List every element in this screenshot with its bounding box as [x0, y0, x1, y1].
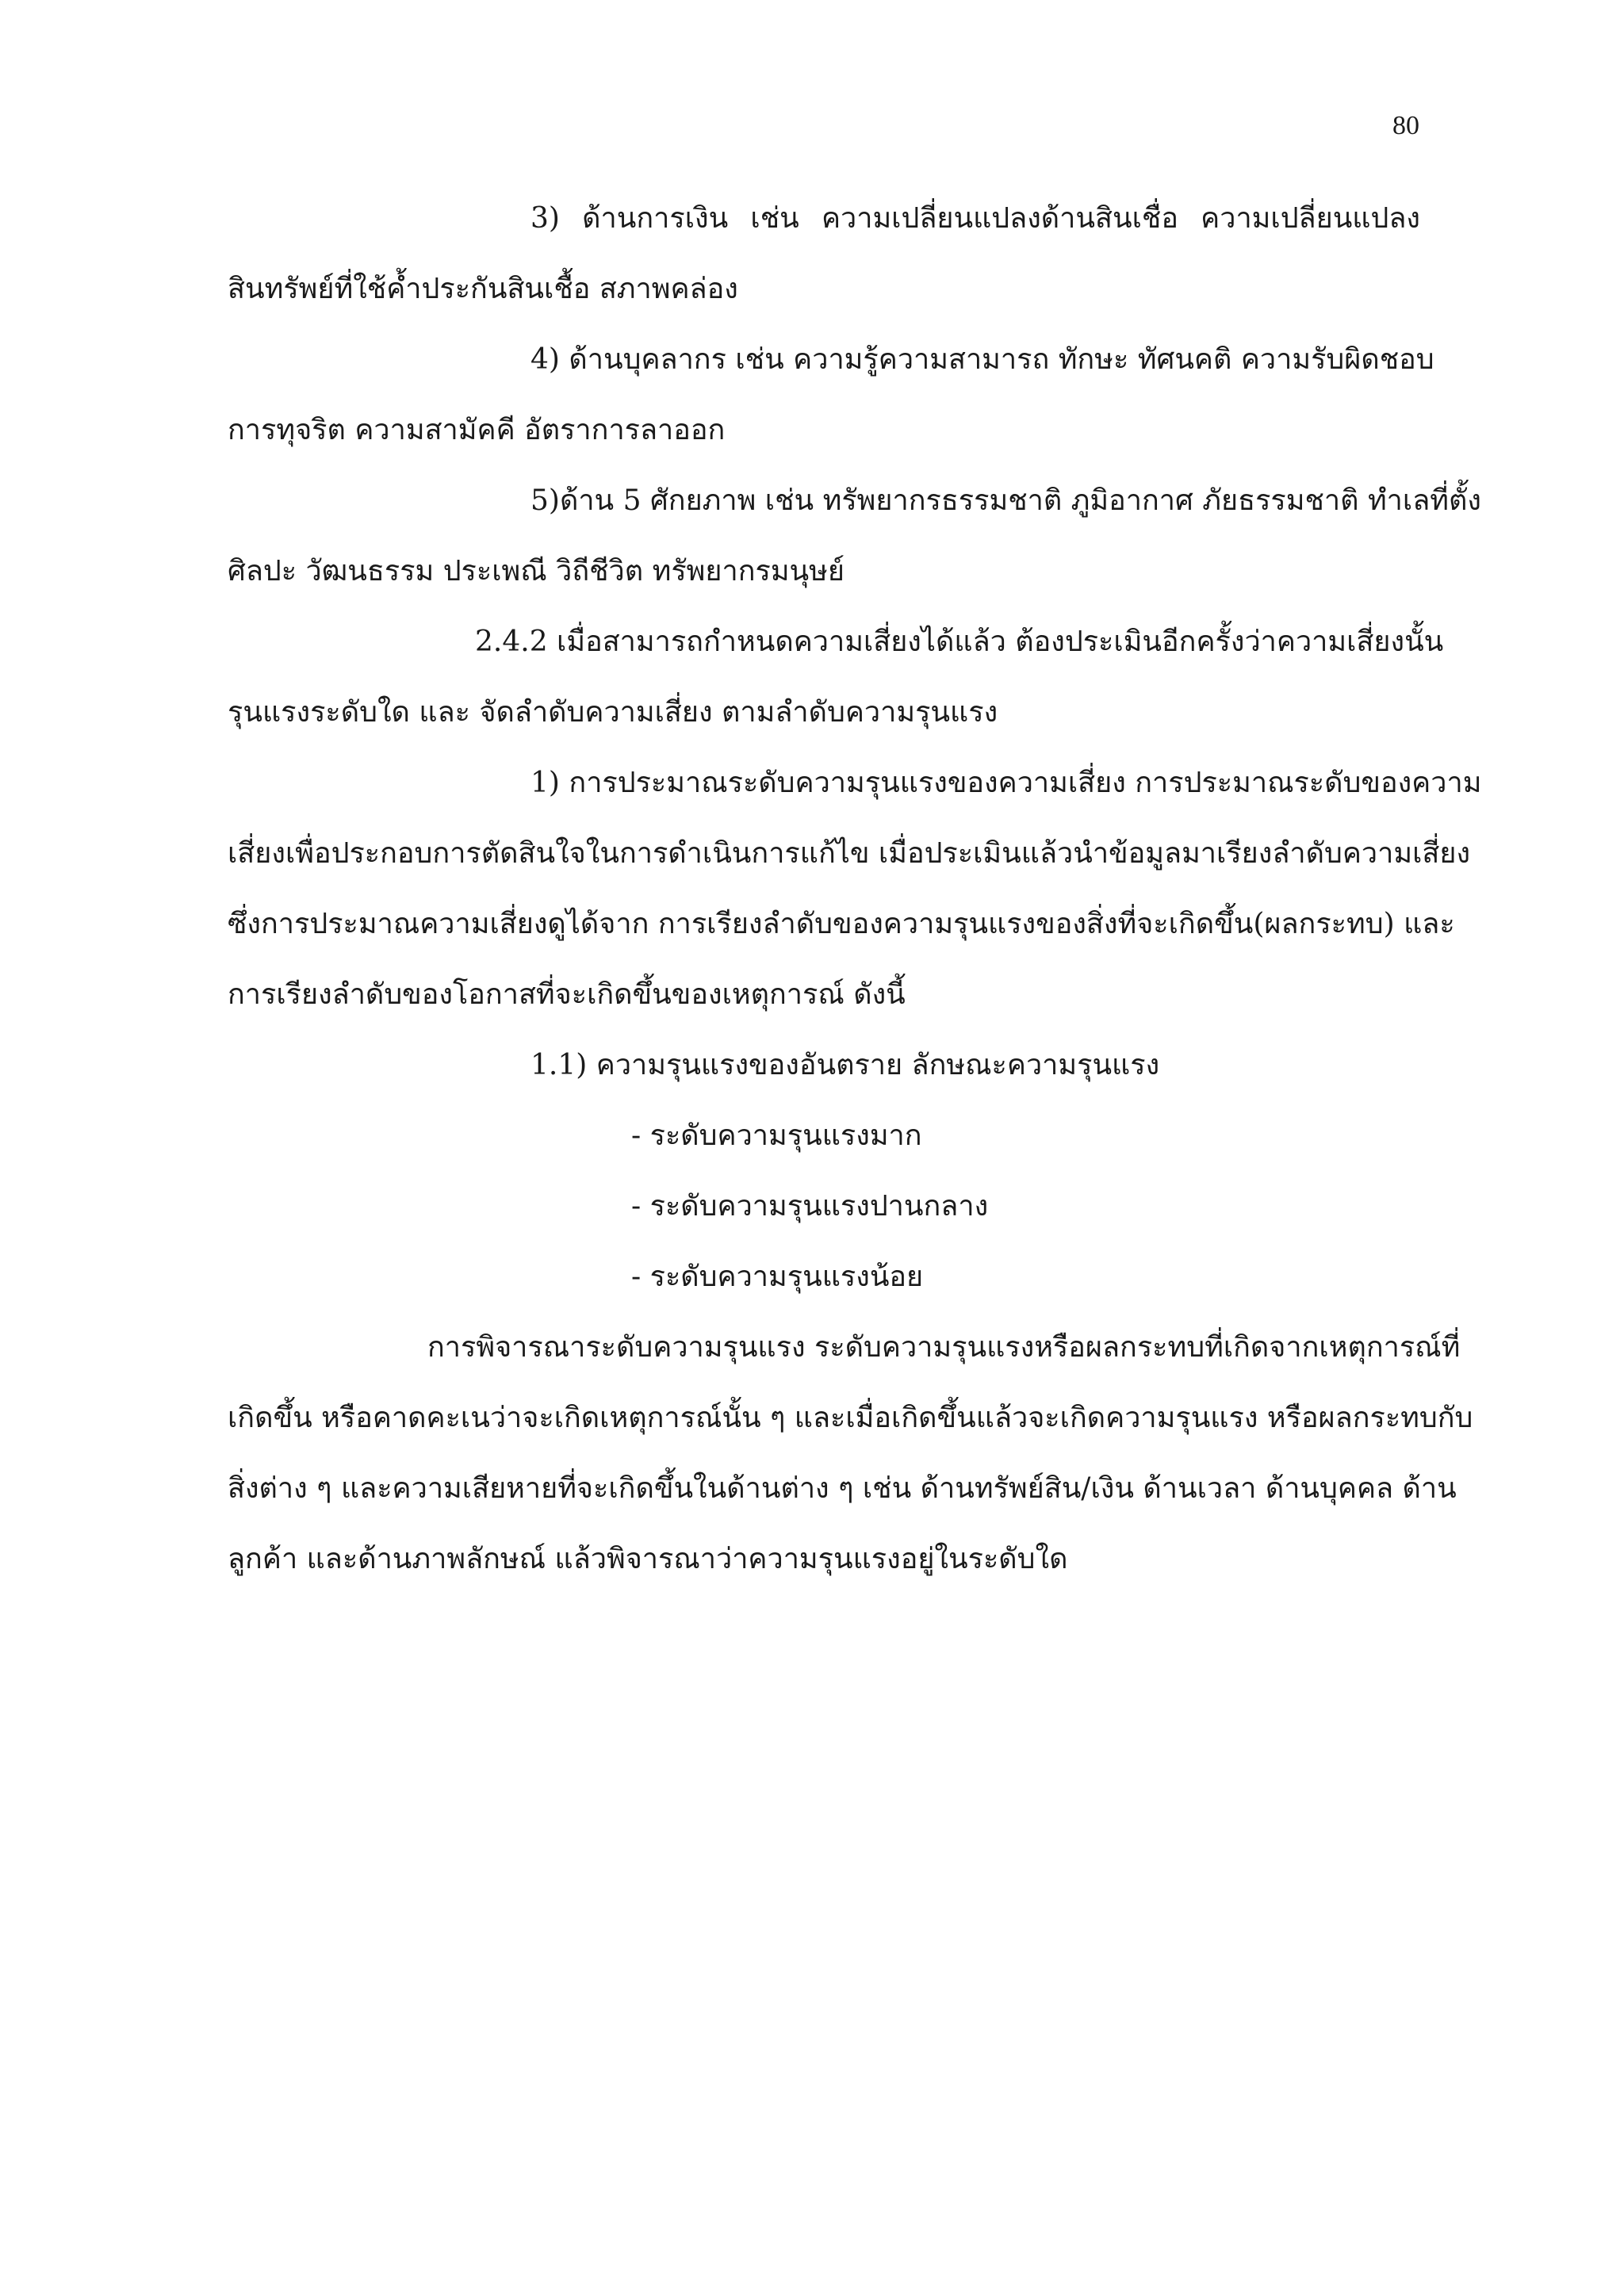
text-line-consideration-cont-1: เกิดขึ้น หรือคาดคะเนว่าจะเกิดเหตุการณ์นั้น ๆ และเมื่อเกิดขึ้นแล้วจะเกิดความรุนแรง หรือผลกระทบกับ — [228, 1402, 1473, 1434]
text-line-estimation-cont-3: การเรียงลำดับของโอกาสที่จะเกิดขึ้นของเหตุการณ์ ดังนี้ — [228, 978, 906, 1011]
text-line-consideration-cont-3: ลูกค้า และด้านภาพลักษณ์ แล้วพิจารณาว่าความรุนแรงอยู่ในระดับใด — [228, 1543, 1068, 1575]
text-line-section-2-4-2-cont: รุนแรงระดับใด และ จัดลำดับความเสี่ยง ตามลำดับความรุนแรง — [228, 696, 998, 729]
list-item-severity-medium: - ระดับความรุนแรงปานกลาง — [631, 1190, 989, 1223]
text-line-estimation-cont-1: เสี่ยงเพื่อประกอบการตัดสินใจในการดำเนินการแก้ไข เมื่อประเมินแล้วนำข้อมูลมาเรียงลำดับความเสี่ยง — [228, 837, 1471, 870]
list-item-severity-low: - ระดับความรุนแรงน้อย — [631, 1261, 924, 1293]
text-line-potential-cont: ศิลปะ วัฒนธรรม ประเพณี วิถีชีวิต ทรัพยากรมนุษย์ — [228, 555, 845, 587]
text-line-section-2-4-2: 2.4.2 เมื่อสามารถกำหนดความเสี่ยงได้แล้ว ต้องประเมินอีกครั้งว่าความเสี่ยงนั้น — [475, 626, 1444, 658]
text-line-estimation: 1) การประมาณระดับความรุนแรงของความเสี่ยง การประมาณระดับของความ — [530, 767, 1482, 799]
text-line-consideration-cont-2: สิ่งต่าง ๆ และความเสียหายที่จะเกิดขึ้นในด้านต่าง ๆ เช่น ด้านทรัพย์สิน/เงิน ด้านเวลา ด้านบุคคล ด้าน — [228, 1472, 1457, 1505]
text-line-personnel: 4) ด้านบุคลากร เช่น ความรู้ความสามารถ ทักษะ ทัศนคติ ความรับผิดชอบ — [530, 343, 1434, 376]
text-line-personnel-cont: การทุจริต ความสามัคคี อัตราการลาออก — [228, 414, 726, 446]
list-item-severity-high: - ระดับความรุนแรงมาก — [631, 1119, 922, 1152]
text-line-estimation-cont-2: ซึ่งการประมาณความเสี่ยงดูได้จาก การเรียงลำดับของความรุนแรงของสิ่งที่จะเกิดขึ้น(ผลกระทบ) และ — [228, 908, 1455, 940]
text-line-finance-cont: สินทรัพย์ที่ใช้ค้ำประกันสินเชื้อ สภาพคล่อง — [228, 273, 738, 305]
text-line-consideration: การพิจารณาระดับความรุนแรง ระดับความรุนแรงหรือผลกระทบที่เกิดจากเหตุการณ์ที่ — [427, 1331, 1461, 1364]
page-number: 80 — [1392, 111, 1419, 140]
text-line-finance: 3) ด้านการเงิน เช่น ความเปลี่ยนแปลงด้านสินเชื่อ ความเปลี่ยนแปลง — [530, 202, 1420, 235]
text-line-potential: 5)ด้าน 5 ศักยภาพ เช่น ทรัพยากรธรรมชาติ ภูมิอากาศ ภัยธรรมชาติ ทำเลที่ตั้ง — [530, 484, 1481, 517]
text-line-severity-heading: 1.1) ความรุนแรงของอันตราย ลักษณะความรุนแรง — [530, 1049, 1160, 1081]
